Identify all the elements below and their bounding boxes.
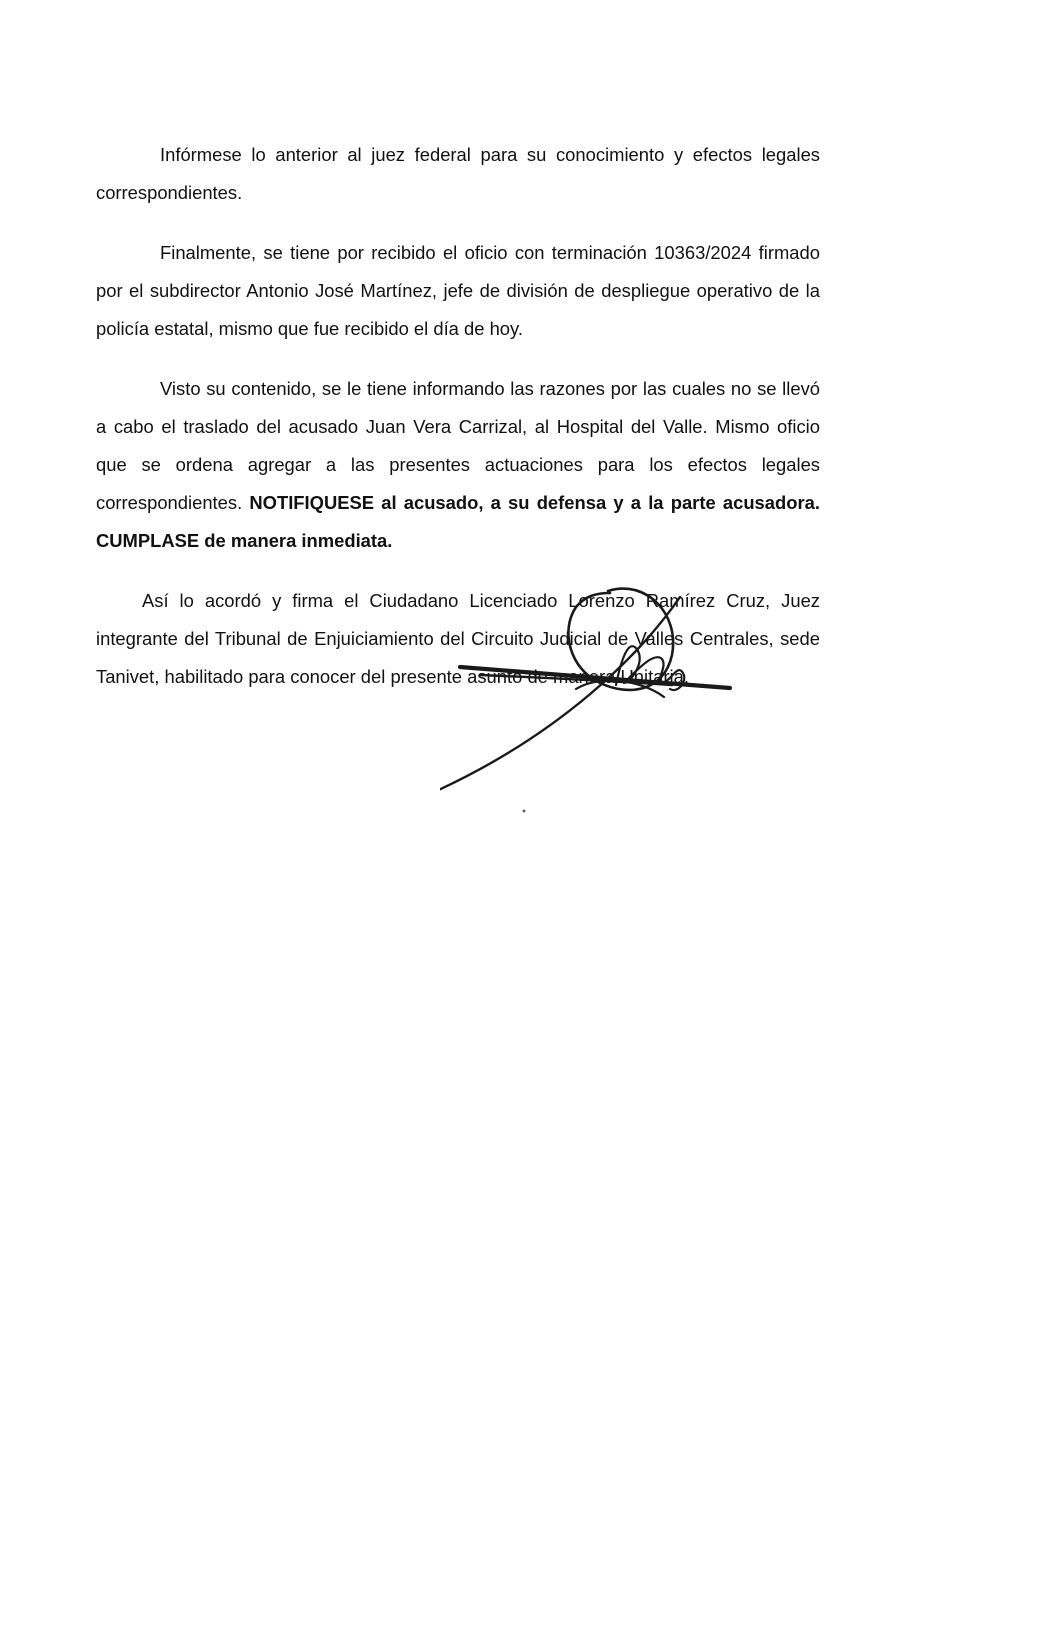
paragraph-informese: Infórmese lo anterior al juez federal para su conocimiento y efectos legales correspondientes. [96,144,820,203]
paragraph-visto-text: Visto su contenido, se le tiene informando las razones por las cuales no se llevó a cabo el traslado del acusado Juan Vera Carrizal, al Hospital del Valle. Mismo oficio que se ordena agregar a las presentes actuaciones para los efectos legales correspondientes. [96,378,820,513]
paragraph-acordo: Así lo acordó y firma el Ciudadano Licenciado Lorenzo Ramírez Cruz, Juez integrante del Tribunal de Enjuiciamiento del Circuito Judicial de Valles Centrales, sede Tanivet, habilitado para conocer del presente asunto de manera Unitaria. [96,590,820,687]
document-body [96,136,820,718]
notification-order: NOTIFIQUESE al acusado, a su defensa y a la parte acusadora. CUMPLASE de manera inmediata. [96,492,820,551]
paragraph-finalmente: Finalmente, se tiene por recibido el oficio con terminación 10363/2024 firmado por el subdirector Antonio José Martínez, jefe de división de despliegue operativo de la policía estatal, mismo que fue recibido el día de hoy. [96,242,820,339]
signature-dot [523,810,526,813]
paragraph-visto [96,370,820,560]
